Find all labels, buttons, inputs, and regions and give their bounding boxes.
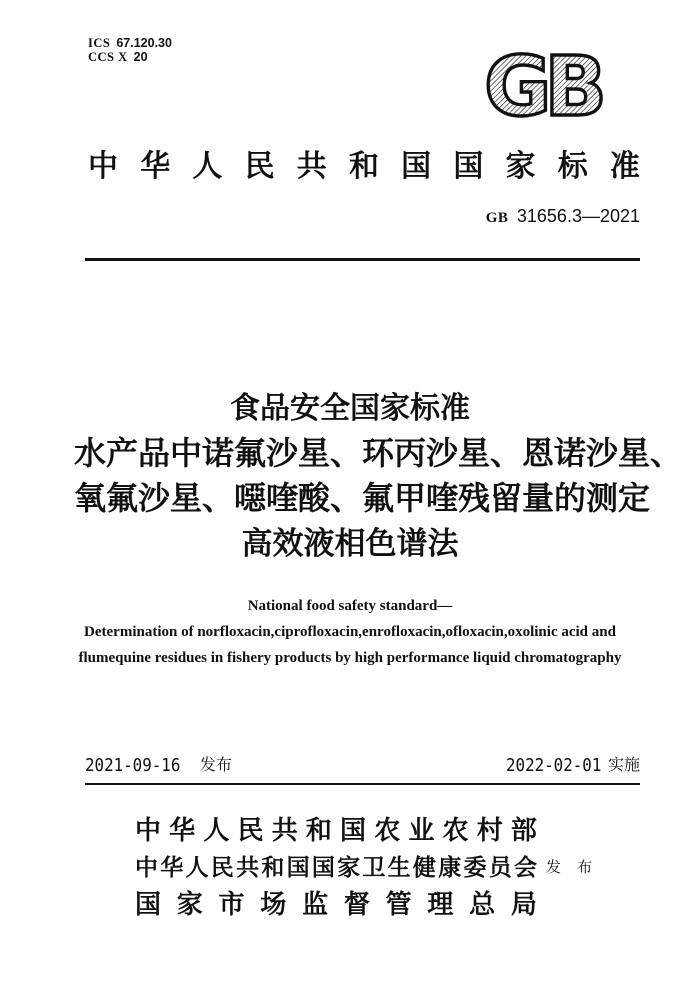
ics-code	[88, 36, 172, 50]
ccs-value: 20	[133, 50, 148, 64]
dates-row	[85, 752, 640, 778]
english-title-line-3: flumequine residues in fishery products by high performance liquid chromatography	[78, 650, 622, 666]
issue-date-label: 发布	[199, 757, 232, 774]
implementation-date-value: 2022-02-01	[506, 755, 602, 776]
release-label: 发 布	[546, 859, 599, 876]
english-title-line-2: Determination of norfloxacin,ciprofloxacin,enrofloxacin,ofloxacin,oxolinic acid and	[84, 624, 616, 640]
issue-date	[85, 752, 232, 776]
implementation-date-label: 实施	[607, 757, 640, 774]
chinese-title	[74, 386, 683, 566]
ics-label: ICS	[88, 36, 111, 50]
standard-number-prefix: GB	[485, 210, 509, 226]
english-title-line-1: National food safety standard—	[247, 598, 453, 614]
title-line-3: 氧氟沙星、噁喹酸、氟甲喹残留量的测定	[74, 480, 651, 516]
bottom-divider	[85, 783, 640, 785]
title-line-2: 水产品中诺氟沙星、环丙沙星、恩诺沙星、	[74, 435, 683, 471]
implementation-date	[493, 752, 640, 776]
agency-1: 中 华 人 民 共 和 国 农 业 农 村 部	[135, 816, 537, 845]
classification-codes	[88, 36, 172, 64]
gb-logo	[462, 48, 618, 128]
top-divider	[85, 258, 640, 261]
issue-date-value: 2021-09-16	[85, 755, 181, 776]
ccs-label: CCS X	[88, 50, 128, 64]
title-line-1: 食品安全国家标准	[230, 392, 470, 425]
english-title	[55, 593, 645, 671]
agency-3: 国 家 市 场 监 督 管 理 总 局	[135, 890, 537, 919]
svg-text:GB: GB	[484, 48, 600, 128]
title-line-4: 高效液相色谱法	[241, 526, 459, 561]
standard-number	[486, 206, 640, 227]
ics-value: 67.120.30	[116, 36, 172, 50]
ccs-code	[88, 50, 172, 64]
agency-2: 中 华 人 民 共 和 国 国 家 卫 生 健 康 委 员 会	[135, 855, 537, 880]
national-standard-heading: 中 华 人 民 共 和 国 国 家 标 准	[88, 150, 640, 183]
gb-logo-icon	[462, 48, 618, 128]
standard-number-value: 31656.3—2021	[516, 206, 640, 226]
publishing-agencies	[135, 810, 537, 921]
